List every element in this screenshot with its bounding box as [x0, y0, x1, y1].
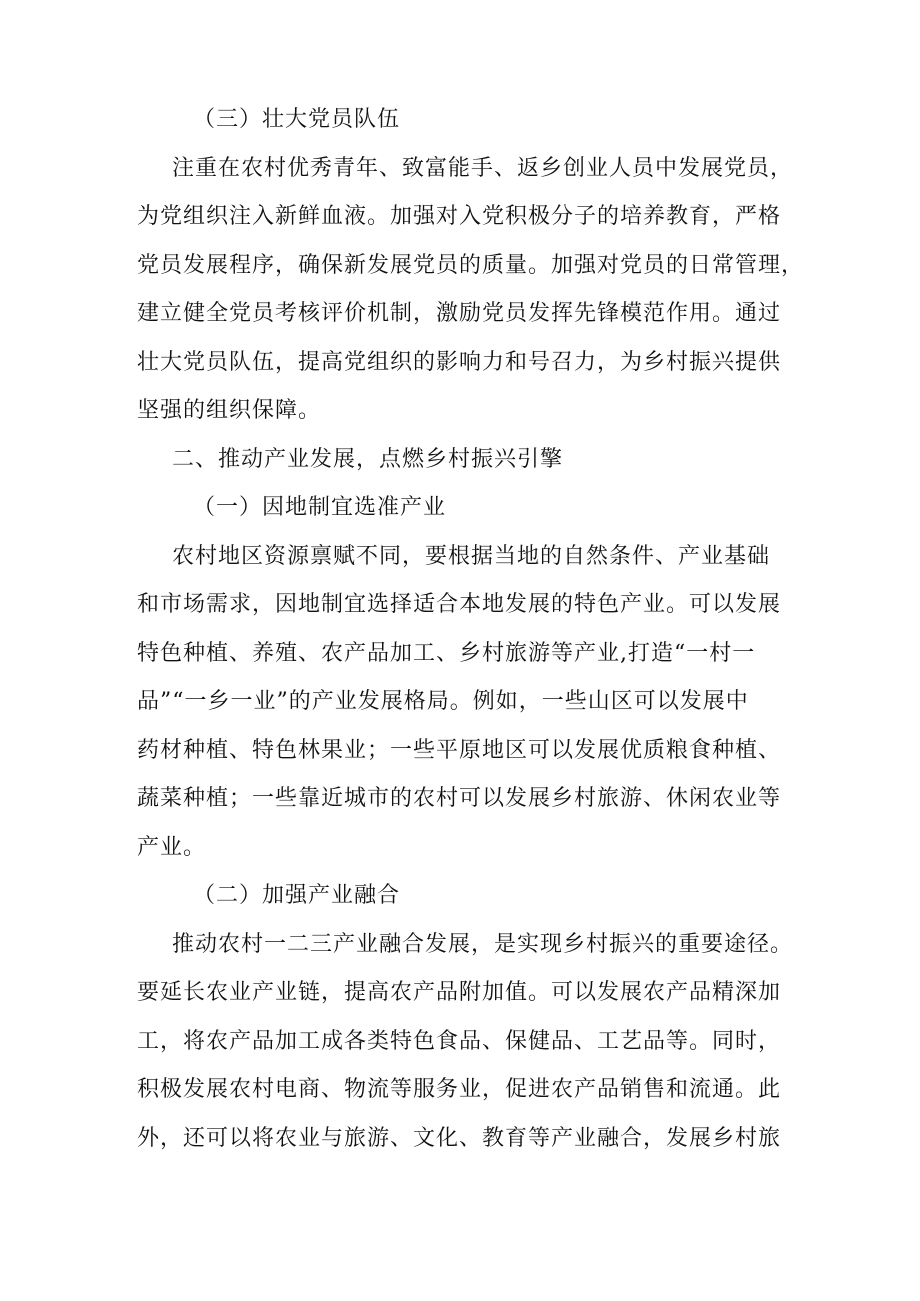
subheading-strengthen-party-members: （三）壮大党员队伍 [193, 107, 401, 132]
paragraph-line: 壮大党员队伍，提高党组织的影响力和号召力，为乡村振兴提供 [137, 349, 782, 375]
paragraph-line: 品”“一乡一业”的产业发展格局。例如，一些山区可以发展中 [137, 689, 749, 714]
paragraph-line: 特色种植、养殖、农产品加工、乡村旅游等产业,打造“一村一 [137, 640, 756, 666]
paragraph-line: 坚强的组织保障。 [137, 398, 322, 423]
paragraph-line: 工，将农产品加工成各类特色食品、保健品、工艺品等。同时， [137, 1028, 782, 1054]
paragraph-line: 和市场需求，因地制宜选择适合本地发展的特色产业。可以发展 [137, 592, 782, 617]
paragraph-line: 为党组织注入新鲜血液。加强对入党积极分子的培养教育，严格 [137, 204, 782, 229]
paragraph-line: 注重在农村优秀青年、致富能手、返乡创业人员中发展党员， [172, 155, 794, 181]
subheading-industry-integration: （二）加强产业融合 [193, 883, 401, 908]
paragraph-line: 建立健全党员考核评价机制，激励党员发挥先锋模范作用。通过 [137, 301, 782, 326]
paragraph-line: 产业。 [137, 834, 207, 860]
paragraph-line: 农村地区资源禀赋不同，要根据当地的自然条件、产业基础 [172, 543, 771, 569]
paragraph-line: 推动农村一二三产业融合发展，是实现乡村振兴的重要途径。 [172, 931, 794, 957]
paragraph-line: 蔬菜种植；一些靠近城市的农村可以发展乡村旅游、休闲农业等 [137, 786, 782, 811]
paragraph-line: 积极发展农村电商、物流等服务业，促进农产品销售和流通。此 [137, 1077, 782, 1102]
paragraph-line: 党员发展程序，确保新发展党员的质量。加强对党员的日常管理， [137, 252, 805, 278]
paragraph-line: 药材种植、特色林果业；一些平原地区可以发展优质粮食种植、 [137, 737, 782, 763]
section-heading-industry-development: 二、推动产业发展，点燃乡村振兴引擎 [172, 446, 564, 472]
paragraph-line: 要延长农业产业链，提高农产品附加值。可以发展农产品精深加 [137, 980, 782, 1005]
paragraph-line: 外，还可以将农业与旅游、文化、教育等产业融合，发展乡村旅 [137, 1125, 782, 1151]
document-body [137, 109, 827, 1176]
subheading-choose-industry: （一）因地制宜选准产业 [193, 495, 447, 520]
